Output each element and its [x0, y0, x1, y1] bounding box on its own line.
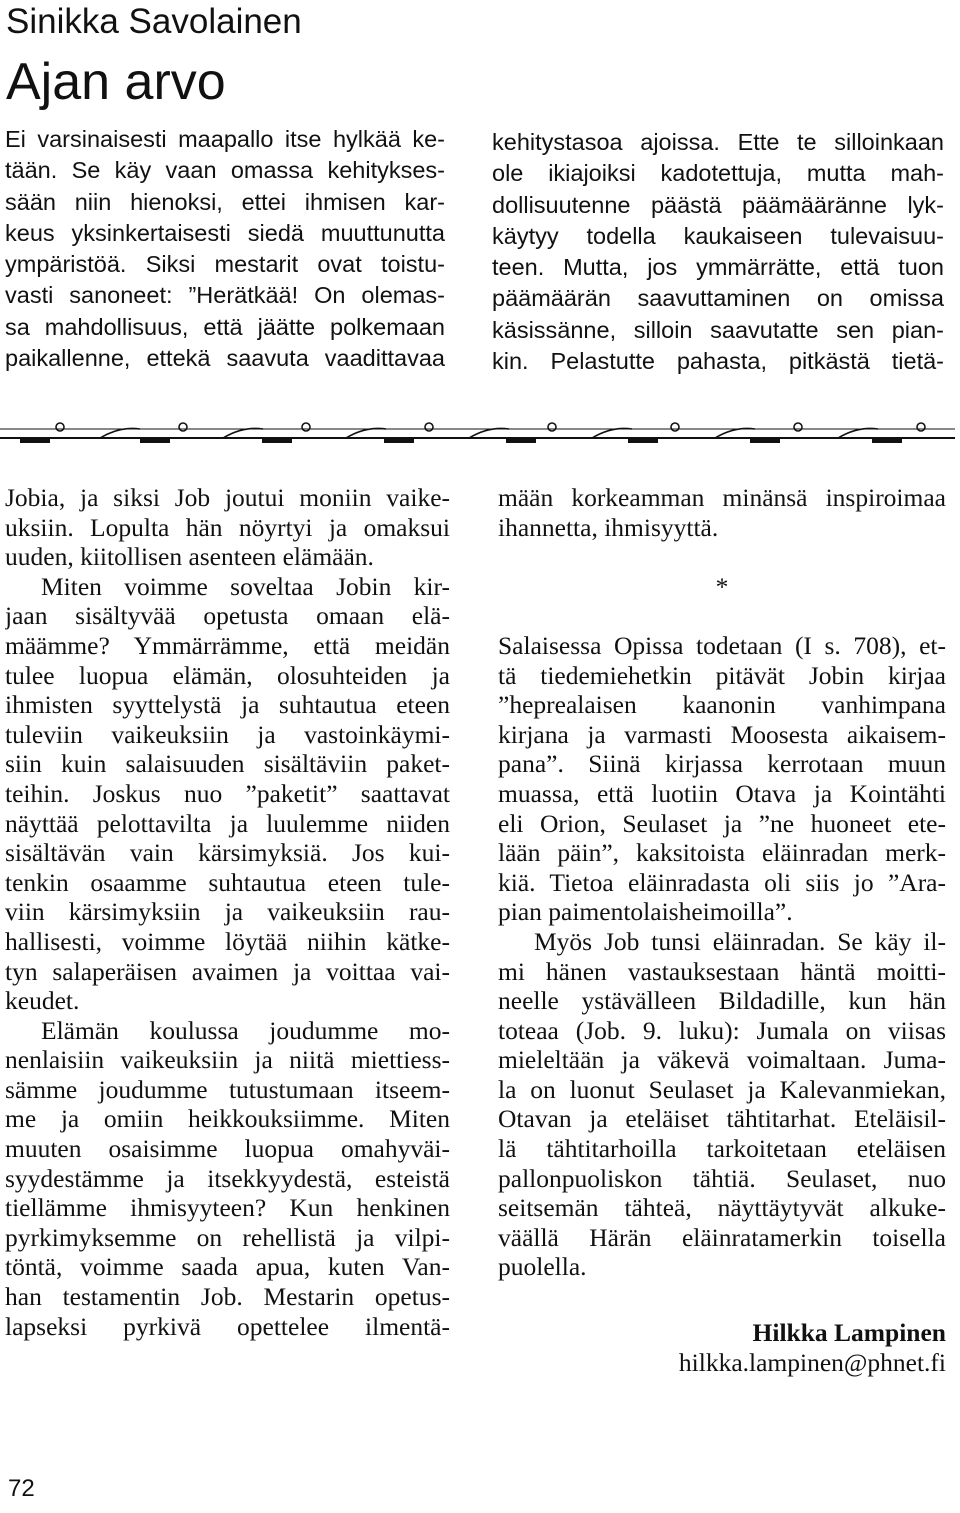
article-title: Ajan arvo [6, 53, 226, 111]
text-line: * [715, 571, 729, 601]
text-line: ihmisten syyttelystä ja suhtautua eteen [5, 690, 450, 720]
text-line: tään. Se käy vaan omassa kehitykses- [5, 157, 445, 184]
text-line: sään niin hienoksi, ettei ihmisen kar- [5, 188, 445, 215]
section-divider [0, 418, 955, 448]
text-line: kirjana ja varmasti Moosesta aikaisem- [498, 719, 946, 749]
text-line: viin kärsimyksiin ja vaikeuksiin rau- [5, 897, 450, 927]
text-line: ”heprealaisen kaanonin vanhimpana [498, 690, 946, 720]
text-line: päämäärän saavuttaminen on omissa [492, 285, 944, 312]
text-line: keus yksinkertaisesti siedä muuttunutta [5, 219, 445, 246]
top-right-column [492, 127, 944, 377]
text-line: Ei varsinaisesti maapallo itse hylkää ke- [5, 126, 445, 152]
text-line: uuden, kiitollisen asenteen elämään. [5, 542, 374, 572]
text-line: sisältävän vain kärsimyksiä. Jos kui- [5, 838, 450, 868]
author-name: Sinikka Savolainen [6, 2, 302, 41]
text-line: mi hänen vastauksestaan häntä moitti- [498, 956, 946, 986]
text-line: hallisesti, voimme löytää niihin kätke- [5, 926, 450, 956]
text-line: tuleviin vaikeuksiin ja vastoinkäymi- [5, 719, 450, 749]
text-line: sa mahdollisuus, että jäätte polkemaan [5, 313, 445, 340]
text-line: tiellämme ihmisyyteen? Kun henkinen [5, 1193, 450, 1223]
divider-ornaments [56, 423, 925, 438]
text-line: näyttää pelottavilta ja luulemme niiden [5, 808, 450, 838]
text-line: käytyy todella kaukaiseen tulevaisuu- [492, 222, 944, 249]
text-line: lapseksi pyrkivä opettelee ilmentä- [5, 1311, 450, 1341]
text-line: teen. Mutta, jos ymmärrätte, että tuon [492, 254, 944, 281]
text-line: tulee luopua elämän, olosuhteiden ja [5, 660, 450, 690]
text-line: teihin. Joskus nuo ”paketit” saattavat [5, 778, 450, 808]
text-line: puolella. [498, 1252, 587, 1282]
text-line: dollisuutenne päästä päämääränne lyk- [492, 191, 944, 218]
text-line: kiä. Tietoa eläinradasta oli siis jo ”Ara- [498, 867, 946, 897]
text-line: me ja omiin heikkouksiimme. Miten [5, 1104, 450, 1134]
text-line: mään korkeamman minänsä inspiroimaa [498, 483, 946, 512]
bottom-left-column [5, 483, 450, 1341]
text-line: Elämän koulussa joudumme mo- [41, 1015, 450, 1045]
text-line: pian paimentolaisheimoilla”. [498, 897, 793, 927]
text-line: Miten voimme soveltaa Jobin kir- [41, 571, 450, 601]
text-line: syydestämme ja itsekkyydestä, esteistä [5, 1163, 450, 1193]
text-line: väällä Härän eläinratamerkin toisella [498, 1222, 946, 1252]
text-line: Myös Job tunsi eläinradan. Se käy il- [534, 926, 946, 956]
text-line: paikallenne, ettekä saavuta vaadittavaa [5, 345, 445, 372]
text-line: lään päin”, kaksitoista eläinradan merk- [498, 838, 946, 868]
text-line: tyn salaperäisen avaimen ja voittaa vai- [5, 956, 450, 986]
text-line: vasti sanoneet: ”Herätkää! On olemas- [5, 282, 445, 309]
text-line: seitsemän tähteä, näyttäytyvät alkuke- [498, 1193, 946, 1223]
signature-name: Hilkka Lampinen [752, 1318, 946, 1348]
text-line: käsissänne, silloin saavutatte sen pian- [492, 316, 944, 343]
text-line: ole ikiajoiksi kadotettuja, mutta mah- [492, 160, 944, 187]
text-line: kehitystasoa ajoissa. Ette te silloinkaan [492, 129, 944, 155]
text-line: muassa, että luotiin Otava ja Kointähti [498, 778, 946, 808]
text-line: kin. Pelastutte pahasta, pitkästä tietä- [492, 348, 944, 375]
text-line: lä tähtitarhoilla tarkoitetaan eteläisen [498, 1134, 946, 1164]
page-number: 72 [8, 1475, 35, 1502]
text-line [498, 542, 946, 572]
text-line: han testamentin Job. Mestarin opetus- [5, 1282, 450, 1312]
text-line: tä tiedemiehetkin pitävät Jobin kirjaa [498, 660, 946, 690]
signature-email: hilkka.lampinen@phnet.fi [678, 1347, 946, 1377]
text-line: Salaisessa Opissa todetaan (I s. 708), et- [498, 630, 946, 660]
text-line: pana”. Siinä kirjassa kerrotaan muun [498, 749, 946, 779]
text-line: keudet. [5, 986, 80, 1016]
text-line: la on luonut Seulaset ja Kalevanmiekan, [498, 1074, 946, 1104]
text-line: sämme joudumme tutustumaan itseem- [5, 1074, 450, 1104]
text-line: pyrkimyksemme on rehellistä ja vilpi- [5, 1222, 450, 1252]
text-line: Jobia, ja siksi Job joutui moniin vaike- [5, 483, 450, 512]
text-line: uksiin. Lopulta hän nöyrtyi ja omaksui [5, 512, 450, 542]
text-line: jaan sisältyvää opetusta omaan elä- [5, 601, 450, 631]
text-line: mieleltään ja väkevä voimaltaan. Juma- [498, 1045, 946, 1075]
text-line: neelle ystävälleen Bildadille, kun hän [498, 986, 946, 1016]
text-line: pallonpuoliskon tähtiä. Seulaset, nuo [498, 1163, 946, 1193]
text-line: määmme? Ymmärrämme, että meidän [5, 630, 450, 660]
text-line: siin kuin salaisuuden sisältäviin paket- [5, 749, 450, 779]
text-line: Otavan ja eteläiset tähtitarhat. Eteläisil- [498, 1104, 946, 1134]
bottom-right-column [498, 483, 946, 1377]
text-line: nenlaisiin vaikeuksiin ja niitä miettiess- [5, 1045, 450, 1075]
text-line [498, 601, 946, 631]
top-left-column [5, 124, 445, 374]
text-line: tenkin osaamme suhtautua eteen tule- [5, 867, 450, 897]
text-line: muuten osaisimme luopua omahyväi- [5, 1134, 450, 1164]
text-line: töntä, voimme saada apua, kuten Van- [5, 1252, 450, 1282]
text-line: toteaa (Job. 9. luku): Jumala on viisas [498, 1015, 946, 1045]
text-line: ympäristöä. Siksi mestarit ovat toistu- [5, 251, 445, 278]
text-line: eli Orion, Seulaset ja ”ne huoneet ete- [498, 808, 946, 838]
text-line: ihannetta, ihmisyyttä. [498, 512, 719, 542]
signature-spacer [498, 1282, 946, 1318]
